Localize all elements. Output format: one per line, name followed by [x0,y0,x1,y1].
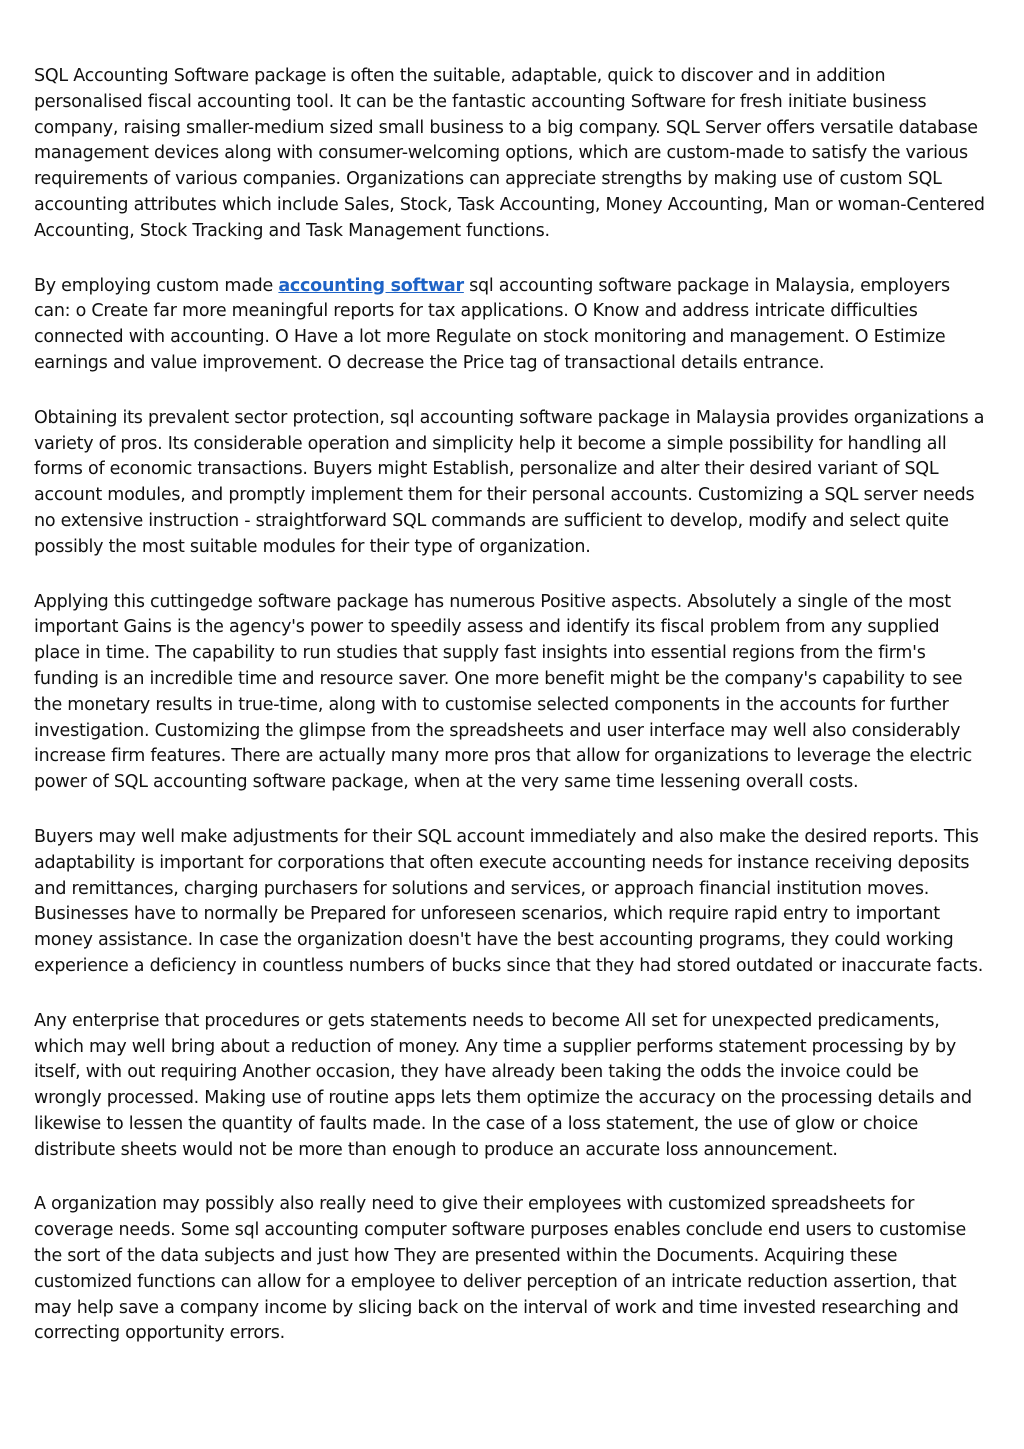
paragraph-benefits-list [34,274,990,377]
paragraph-adjustments: Buyers may well make adjustments for their SQL account immediately and also make the desired reports. This adaptability is important for corporations that often execute accounting needs for instance receiving deposits and remittances, charging purchasers for solutions and services, or approach financial institution moves. Businesses have to normally be Prepared for unforeseen scenarios, which require rapid entry to important money assistance. In case the organization doesn't have the best accounting programs, they could working experience a deficiency in countless numbers of bucks since that they had stored outdated or inaccurate facts. [34,826,984,976]
paragraph-text-before-link: By employing custom made [34,275,279,296]
paragraph-statements: Any enterprise that procedures or gets statements needs to become All set for unexpected predicaments, which may well bring about a reduction of money. Any time a supplier performs statement processing by by itself, with out requiring Another occasion, they have already been taking the odds the invoice could be wrongly processed. Making use of routine apps lets them optimize the accuracy on the processing details and likewise to lessen the quantity of faults made. In the case of a loss statement, the use of glow or choice distribute sheets would not be more than enough to produce an accurate loss announcement. [34,1010,972,1160]
paragraph-sector-protection: Obtaining its prevalent sector protection, sql accounting software package in Malaysia provides organizations a variety of pros. Its considerable operation and simplicity help it become a simple possibility for handling all forms of economic transactions. Buyers might Establish, personalize and alter their desired variant of SQL account modules, and promptly implement them for their personal accounts. Customizing a SQL server needs no extensive instruction - straightforward SQL commands are sufficient to develop, modify and select quite possibly the most suitable modules for their type of organization. [34,407,985,557]
paragraph-customized-spreadsheets: A organization may possibly also really need to give their employees with customized spreadsheets for coverage needs. Some sql accounting computer software purposes enables conclude end users to customise the sort of the data subjects and just how They are presented within the Documents. Acquiring these customized functions can allow for a employee to deliver perception of an intricate reduction assertion, that may help save a company income by slicing back on the interval of work and time invested researching and correcting opportunity errors. [34,1194,967,1344]
paragraph-positive-aspects: Applying this cuttingedge software package has numerous Positive aspects. Absolutely a single of the most important Gains is the agency's power to speedily assess and identify its fiscal problem from any supplied place in time. The capability to run studies that supply fast insights into essential regions from the firm's funding is an incredible time and resource saver. One more benefit might be the company's capability to see the monetary results in true-time, along with to customise selected components in the accounts for further investigation. Customizing the glimpse from the spreadsheets and user interface may well also considerably increase firm features. There are actually many more pros that allow for organizations to leverage the electric power of SQL accounting software package, when at the very same time lessening overall costs. [34,591,973,793]
paragraph-text-after-link: sql accounting software package in Malaysia, employers can: o Create far more meaningful reports for tax applications. O Know and address intricate difficulties connected with accounting. O Have a lot more Regulate on stock monitoring and management. O Estimize earnings and value improvement. O decrease the Price tag of transactional details entrance. [34,275,950,373]
accounting-software-link[interactable]: accounting softwar [278,275,464,296]
paragraph-intro: SQL Accounting Software package is often the suitable, adaptable, quick to discover and in addition personalised fiscal accounting tool. It can be the fantastic accounting Software for fresh initiate business company, raising smaller-medium sized small business to a big company. SQL Server offers versatile database management devices along with consumer-welcoming options, which are custom-made to satisfy the various requirements of various companies. Organizations can appreciate strengths by making use of custom SQL accounting attributes which include Sales, Stock, Task Accounting, Money Accounting, Man or woman-Centered Accounting, Stock Tracking and Task Management functions. [34,66,985,241]
